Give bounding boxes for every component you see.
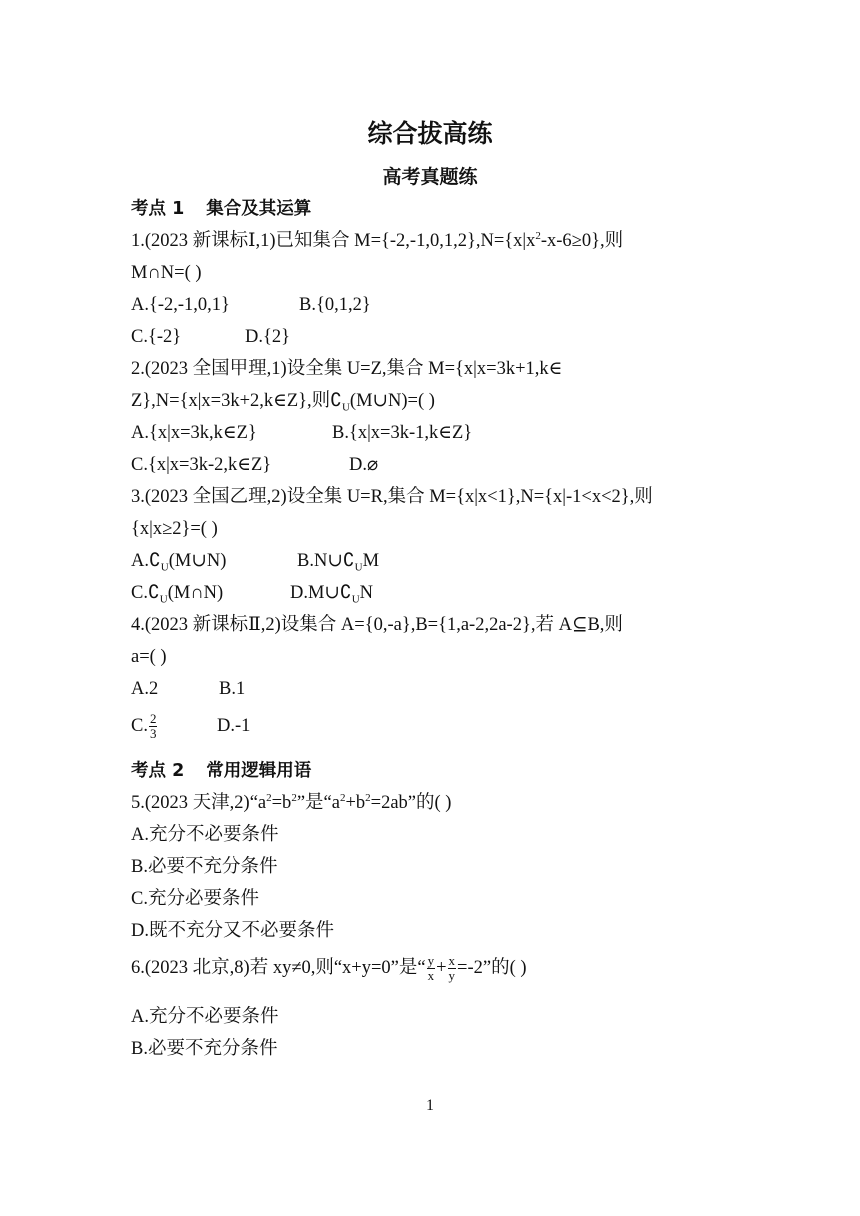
question-1-options-ab	[131, 293, 371, 317]
option-a: A.{x|x=3k,k∈Z}	[131, 423, 257, 443]
section-name: 集合及其运算	[206, 199, 312, 219]
option-d: $D.M\cup∁_UN$	[290, 583, 374, 606]
option-a: A.2	[131, 679, 159, 699]
option-c: C. $\frac{2}{3}$	[131, 711, 157, 742]
question-5-option-d: D.既不充分又不必要条件	[131, 921, 334, 941]
option-d: D.{2}	[245, 327, 290, 347]
option-b: $B.N\cup∁_UM$	[297, 551, 380, 574]
question-4-stem-cont: a=( )	[131, 647, 167, 667]
question-1-stem: 1.(2023 新课标Ⅰ,1)已知集合 $M=\{-2,-1,0,1,2\},N=\{x|x^2-x-6\ge 0\}$,则	[131, 229, 624, 251]
question-2-options-ab	[131, 421, 472, 445]
question-6-option-a: A.充分不必要条件	[131, 1007, 279, 1027]
option-d: D.-1	[217, 716, 251, 736]
option-d: D.⌀	[349, 455, 379, 475]
option-b: B.{x|x=3k-1,k∈Z}	[332, 423, 473, 443]
option-c: $C.∁_U(M\cap N)$	[131, 583, 224, 606]
fraction: $\frac{2}{3}$	[149, 711, 157, 742]
page-number: 1	[426, 1097, 434, 1114]
question-3-stem: 3.(2023 全国乙理,2)设全集 U=R,集合 M={x|x<1},N={x|-1<x<2},则	[131, 487, 653, 507]
question-5-option-c: C.充分必要条件	[131, 889, 259, 909]
question-2-stem: 2.(2023 全国甲理,1)设全集 U=Z,集合 M={x|x=3k+1,k∈	[131, 359, 563, 379]
question-6-stem: 6.(2023 北京,8)若 xy≠0,则“x+y=0”是“ $\frac{y}{x}$ + $\frac{x}{y}$ =-2”的( )	[131, 953, 527, 984]
question-4-options-ab	[131, 677, 245, 701]
question-5-option-a: A.充分不必要条件	[131, 825, 279, 845]
option-c: C.{-2}	[131, 327, 182, 347]
section-heading-1	[131, 197, 311, 221]
question-6-option-b: B.必要不充分条件	[131, 1039, 278, 1059]
page-subtitle: 高考真题练	[382, 166, 478, 188]
section-label: 考点 2	[131, 761, 185, 781]
option-c: C.{x|x=3k-2,k∈Z}	[131, 455, 272, 475]
question-2-options-cd	[131, 453, 378, 477]
fraction: $\frac{x}{y}$	[448, 953, 456, 984]
page-title: 综合拔高练	[367, 119, 493, 148]
question-3-options-ab	[131, 549, 379, 573]
question-3-stem-cont: {x|x≥2}=( )	[131, 519, 218, 539]
question-1-options-cd	[131, 325, 290, 349]
option-b: B.{0,1,2}	[299, 295, 371, 315]
question-1-stem-cont: M∩N=( )	[131, 263, 202, 283]
question-5-stem: 5.(2023 天津$,2)“a^2=b^2$”是“$a^2+b^2=2ab$”的( )	[131, 791, 452, 813]
question-4-options-cd	[131, 708, 250, 744]
option-b: B.1	[219, 679, 246, 699]
question-4-stem: 4.(2023 新课标Ⅱ,2)设集合 A={0,-a},B={1,a-2,2a-2},若 A⊆B,则	[131, 615, 623, 635]
option-a: A.{-2,-1,0,1}	[131, 295, 230, 315]
question-3-options-cd	[131, 581, 373, 605]
section-name: 常用逻辑用语	[206, 761, 312, 781]
section-heading-2	[131, 759, 311, 783]
option-a: $A.∁_U(M\cup N)$	[131, 551, 227, 574]
section-label: 考点 1	[131, 199, 185, 219]
question-2-stem-cont: Z},N={x|x=3k+2,k∈Z},则$∁_U(M\cup N)=$( )	[131, 391, 435, 414]
question-5-option-b: B.必要不充分条件	[131, 857, 278, 877]
fraction: $\frac{y}{x}$	[427, 953, 435, 984]
